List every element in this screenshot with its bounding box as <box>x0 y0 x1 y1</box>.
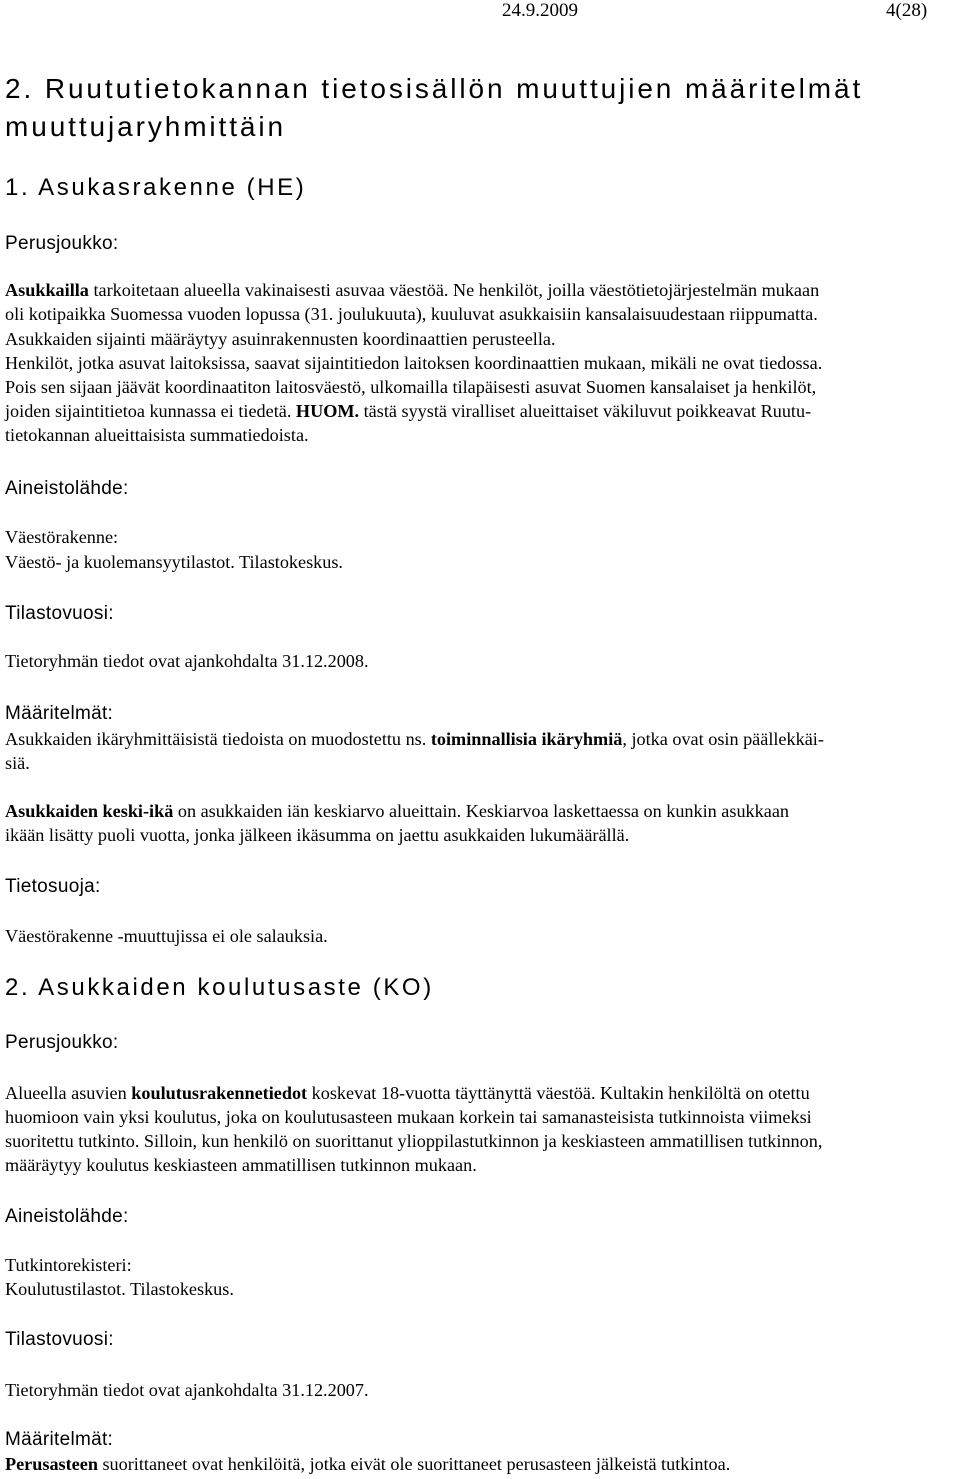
s1-aineistolahde-line-2: Väestö- ja kuolemansyytilastot. Tilastokeskus. <box>5 552 343 572</box>
term-keski-ika: Asukkaiden keski-ikä <box>5 801 174 821</box>
s2-perusjoukko-line-1 <box>5 1082 810 1106</box>
s2-aineistolahde-line-1: Tutkintorekisteri: <box>5 1255 132 1275</box>
term-huom: HUOM. <box>295 401 360 421</box>
s1-maaritelmat-label: Määritelmät: <box>5 703 114 724</box>
s2-perusjoukko-line-3: suoritettu tutkinto. Silloin, kun henkilö on suorittanut ylioppilastutkinnon ja keskiasteen ammatillisen tutkinnon, <box>5 1131 823 1151</box>
s1-aineistolahde-line-1: Väestörakenne: <box>5 527 119 547</box>
s1-aineistolahde-label: Aineistolähde: <box>5 478 129 499</box>
header-page-number: 4(28) <box>886 0 928 21</box>
text-span: Asukkaiden ikäryhmittäisistä tiedoista on muodostettu ns. <box>5 729 431 749</box>
term-asukkailla: Asukkailla <box>5 280 89 300</box>
term-toiminnallisia-ikaryhmia: toiminnallisia ikäryhmiä <box>430 729 623 749</box>
term-koulutusrakennetiedot: koulutusrakennetiedot <box>131 1083 308 1103</box>
s1-tietosuoja-label: Tietosuoja: <box>5 876 101 897</box>
s1-perusjoukko-line-6 <box>5 400 811 424</box>
section-1-title: 1. Asukasrakenne (HE) <box>5 174 307 201</box>
s1-maaritelmat-line-1 <box>5 728 824 752</box>
text-span: suorittaneet ovat henkilöitä, jotka eivät ole suorittaneet perusasteen jälkeistä tutkintoa. <box>97 1454 731 1474</box>
text-span: tästä syystä viralliset alueittaiset väkiluvut poikkeavat Ruutu- <box>359 401 812 421</box>
s2-perusjoukko-line-2: huomioon vain yksi koulutus, joka on koulutusasteen mukaan korkein tai samanasteisista tutkinnoista viimeksi <box>5 1107 812 1127</box>
page-header <box>0 0 960 26</box>
s1-perusjoukko-line-2: oli kotipaikka Suomessa vuoden lopussa (31. joulukuuta), kuuluvat asukkaisiin kansalaisuudestaan riippumatta. <box>5 304 818 324</box>
text-span: koskevat 18-vuotta täyttänyttä väestöä. Kultakin henkilöltä on otettu <box>307 1083 810 1103</box>
text-span: on asukkaiden iän keskiarvo alueittain. Keskiarvoa laskettaessa on kunkin asukkaan <box>173 801 789 821</box>
s2-perusjoukko-line-4: määräytyy koulutus keskiasteen ammatillisen tutkinnon mukaan. <box>5 1155 477 1175</box>
s1-maaritelmat-line-2: siä. <box>5 753 30 773</box>
s1-perusjoukko-label: Perusjoukko: <box>5 233 119 254</box>
text-span: joiden sijaintitietoa kunnassa ei tiedetä. <box>5 401 296 421</box>
s2-perusjoukko-label: Perusjoukko: <box>5 1032 119 1053</box>
s1-perusjoukko-line-4: Henkilöt, jotka asuvat laitoksissa, saavat sijaintitiedon laitoksen koordinaattien mukaan, mikäli ne ovat tiedossa. <box>5 353 823 373</box>
s1-tilastovuosi-text: Tietoryhmän tiedot ovat ajankohdalta 31.12.2008. <box>5 651 369 671</box>
s1-perusjoukko-line-1 <box>5 279 819 303</box>
header-date: 24.9.2009 <box>502 0 578 21</box>
s2-tilastovuosi-label: Tilastovuosi: <box>5 1329 114 1350</box>
s1-maaritelmat-line-4: ikään lisätty puoli vuotta, jonka jälkeen ikäsumma on jaettu asukkaiden lukumäärällä. <box>5 825 630 845</box>
main-title-line-2: muuttujaryhmittäin <box>5 111 286 142</box>
s2-maaritelmat-line-1 <box>5 1453 730 1477</box>
s1-tilastovuosi-label: Tilastovuosi: <box>5 603 114 624</box>
s2-aineistolahde-label: Aineistolähde: <box>5 1206 129 1227</box>
s1-perusjoukko-line-3: Asukkaiden sijainti määräytyy asuinrakennusten koordinaattien perusteella. <box>5 329 556 349</box>
main-title-line-1: 2. Ruututietokannan tietosisällön muuttujien määritelmät <box>5 73 864 104</box>
s2-aineistolahde-line-2: Koulutustilastot. Tilastokeskus. <box>5 1279 234 1299</box>
text-span: , jotka ovat osin päällekkäi- <box>622 729 824 749</box>
s2-maaritelmat-label: Määritelmät: <box>5 1429 114 1450</box>
s1-tietosuoja-text: Väestörakenne -muuttujissa ei ole salauksia. <box>5 926 328 946</box>
text-span: Alueella asuvien <box>5 1083 132 1103</box>
term-perusasteen: Perusasteen <box>5 1454 98 1474</box>
text-span: tarkoitetaan alueella vakinaisesti asuvaa väestöä. Ne henkilöt, joilla väestötietojärjestelmän mukaan <box>88 280 820 300</box>
s1-maaritelmat-line-3 <box>5 800 789 824</box>
s1-perusjoukko-line-5: Pois sen sijaan jäävät koordinaatiton laitosväestö, ulkomailla tilapäisesti asuvat Suomen kansalaiset ja henkilöt, <box>5 377 817 397</box>
s2-tilastovuosi-text: Tietoryhmän tiedot ovat ajankohdalta 31.12.2007. <box>5 1380 369 1400</box>
section-2-title: 2. Asukkaiden koulutusaste (KO) <box>5 974 434 1001</box>
s1-perusjoukko-line-7: tietokannan alueittaisista summatiedoista. <box>5 425 309 445</box>
